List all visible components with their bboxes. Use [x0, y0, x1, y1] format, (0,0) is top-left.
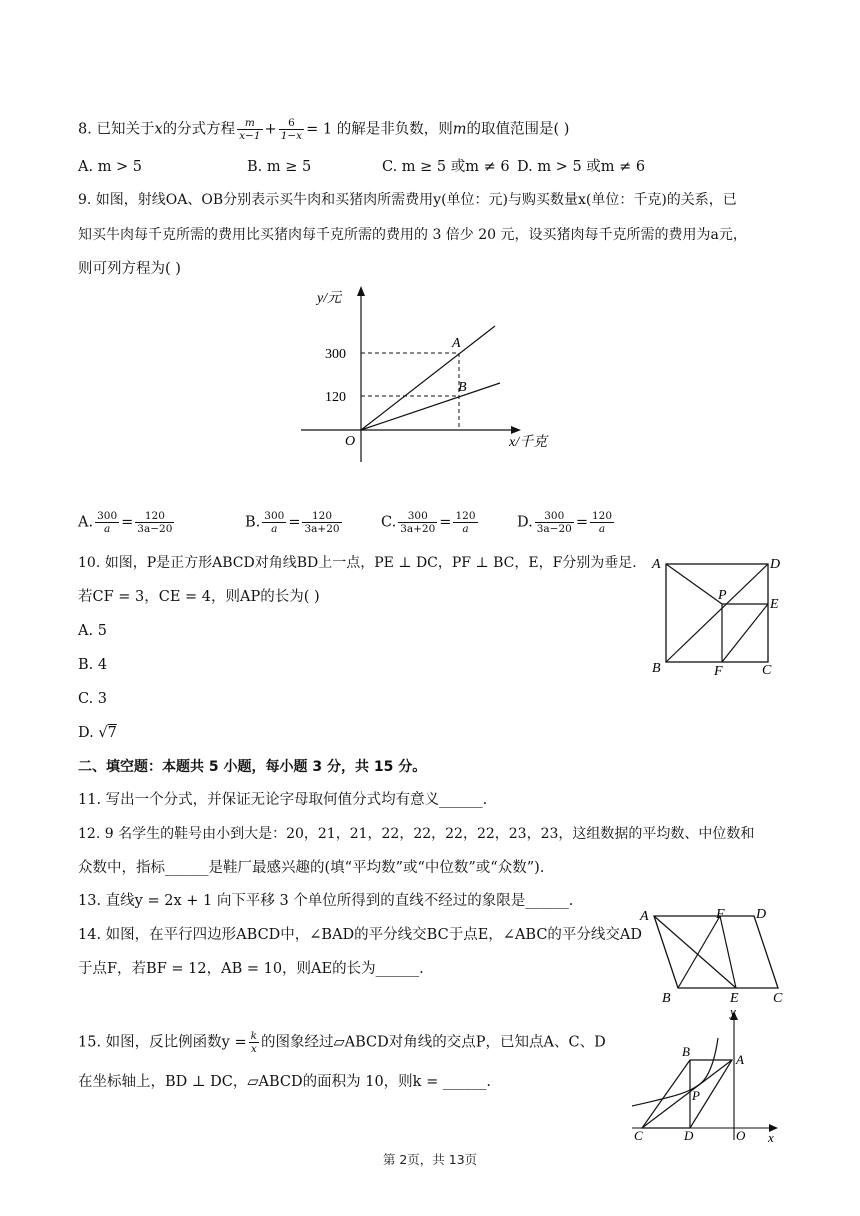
q15-line1: 15. 如图，反比例函数y = $\frac{k}{x}$ 的图象经过▱ABCD对角线的交点P，已知点A、C、D: [78, 1030, 606, 1055]
section-2-heading: 二、填空题：本题共 5 小题，每小题 3 分，共 15 分。: [78, 759, 427, 775]
q15-label-d: D: [684, 1128, 694, 1143]
q9-line1: 9. 如图，射线OA、OB分别表示买牛肉和买猪肉所需费用y(单位：元)与购买数量x(单位：千克)的关系，已: [78, 192, 737, 208]
q8-option-d: D. m > 5 或m ≠ 6: [517, 159, 646, 175]
q12-line1: 12. 9 名学生的鞋号由小到大是：20，21，21，22，22，22，22，23，23，这组数据的平均数、中位数和: [78, 826, 755, 842]
q11-text: 11. 写出一个分式，并保证无论字母取何值分式均有意义______.: [78, 792, 488, 808]
q15-label-y: y: [730, 1008, 736, 1019]
q10-square-figure: [648, 552, 788, 686]
q14-label-e: E: [730, 991, 739, 1004]
q14-label-f: F: [716, 907, 725, 922]
q10-line2: 若CF = 3，CE = 4，则AP的长为( ): [78, 589, 320, 605]
q9-option-b: B. $\frac{300}{a}$ = $\frac{120}{3a+20}$: [245, 510, 340, 535]
y-axis-label: y/元: [317, 291, 342, 306]
origin-label: O: [345, 434, 356, 449]
q9-option-a: A. $\frac{300}{a}$ = $\frac{120}{3a-20}$: [78, 510, 173, 535]
q15-line2: 在坐标轴上，BD ⊥ DC，▱ABCD的面积为 10，则k = ______.: [78, 1074, 491, 1090]
q10-line1: 10. 如图，P是正方形ABCD对角线BD上一点，PE ⊥ DC，PF ⊥ BC，E，F分别为垂足.: [78, 555, 637, 571]
q14-parallelogram-figure: [636, 904, 796, 1008]
q8-option-c: C. m ≥ 5 或m ≠ 6: [382, 159, 510, 175]
ray-ob: [361, 383, 500, 430]
q15-label-x: x: [768, 1130, 774, 1143]
q14-label-a: A: [640, 909, 649, 924]
q10-option-a: A. 5: [78, 623, 107, 639]
q10-label-d: D: [770, 557, 781, 572]
q15-label-p: P: [692, 1088, 700, 1103]
q9-line3: 则可列方程为( ): [78, 261, 181, 277]
x-axis-label: x/千克: [509, 435, 548, 450]
q14-label-c: C: [773, 991, 783, 1004]
q15-label-b: B: [682, 1044, 690, 1059]
q14-line2: 于点F，若BF = 12，AB = 10，则AE的长为______.: [78, 961, 424, 977]
page-footer: 第 2页，共 13页: [382, 1152, 478, 1167]
q15-label-c: C: [634, 1128, 643, 1143]
q8-stem: 8. 已知关于x的分式方程 $\frac{m}{x-1}$ + $\frac{6}{1-x}$ = 1 的解是非负数，则m的取值范围是( ): [78, 117, 570, 142]
q14-label-d: D: [756, 907, 767, 922]
q14-label-b: B: [662, 991, 671, 1004]
q15-label-o: O: [736, 1128, 746, 1143]
q10-label-p: P: [718, 588, 727, 603]
q13-text: 13. 直线y = 2x + 1 向下平移 3 个单位所得到的直线不经过的象限是______.: [78, 893, 574, 909]
q10-label-a: A: [652, 557, 661, 572]
q12-line2: 众数中，指标______是鞋厂最感兴趣的(填“平均数”或“中位数”或“众数”).: [78, 860, 545, 876]
point-b-label: B: [458, 380, 467, 395]
q8-option-a: A. m > 5: [78, 159, 143, 175]
q9-line2: 知买牛肉每千克所需的费用比买猪肉每千克所需的费用的 3 倍少 20 元，设买猪肉每千克所需的费用为a元，: [78, 227, 747, 243]
q10-label-e: E: [770, 597, 779, 612]
q8-option-b: B. m ≥ 5: [247, 159, 312, 175]
q10-option-b: B. 4: [78, 657, 108, 673]
q10-label-f: F: [714, 664, 723, 679]
q15-label-a: A: [736, 1052, 744, 1067]
q10-label-c: C: [762, 663, 772, 678]
tick-300: 300: [325, 347, 346, 362]
q10-label-b: B: [652, 661, 661, 676]
q9-option-d: D. $\frac{300}{3a-20}$ = $\frac{120}{a}$: [517, 510, 613, 535]
q9-option-c: C. $\frac{300}{3a+20}$ = $\frac{120}{a}$: [381, 510, 476, 535]
q14-line1: 14. 如图，在平行四边形ABCD中，∠BAD的平分线交BC于点E，∠ABC的平分线交AD: [78, 927, 643, 943]
ray-oa: [361, 326, 495, 430]
point-a-label: A: [452, 336, 461, 351]
q10-option-d: D. √7: [78, 725, 117, 741]
tick-120: 120: [325, 390, 346, 405]
q9-graph-figure: [295, 280, 565, 474]
q15-coordinate-figure: [626, 1008, 786, 1147]
q10-option-c: C. 3: [78, 691, 108, 707]
